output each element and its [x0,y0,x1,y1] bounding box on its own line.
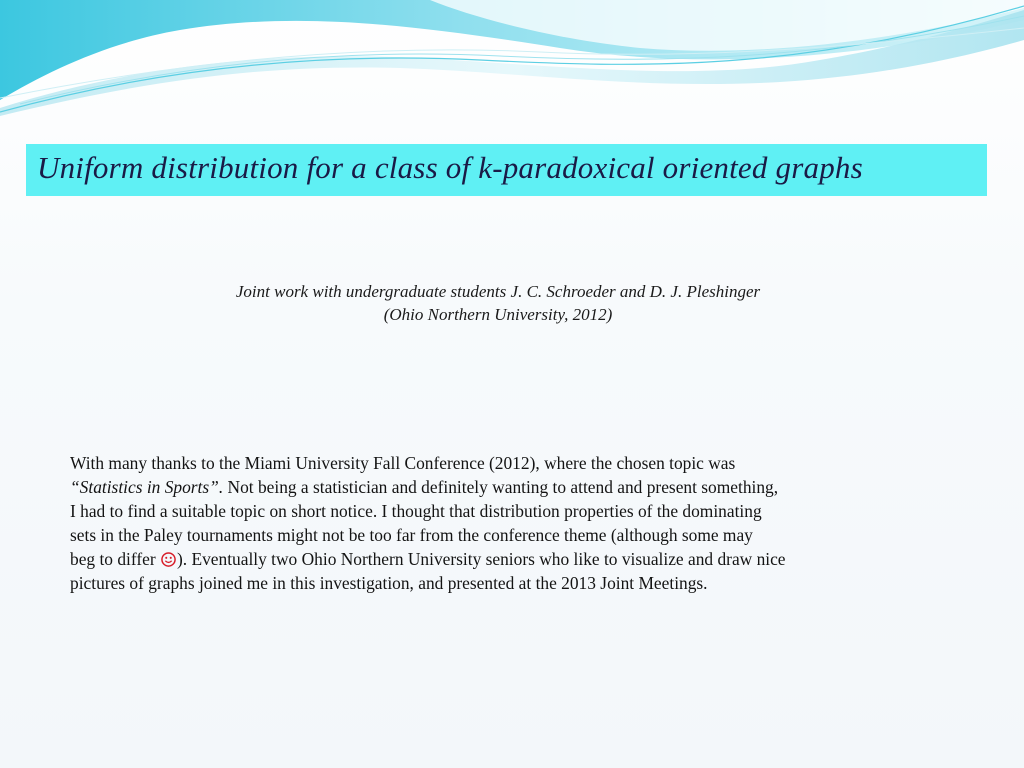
body-line-6: pictures of graphs joined me in this investigation, and presented at the 2013 Joint Meetings. [70,573,708,593]
subtitle-authors: Joint work with undergraduate students J. C. Schroeder and D. J. Pleshinger [235,282,761,301]
body-line-5 [70,547,950,571]
slide-title: Uniform distribution for a class of k-paradoxical oriented graphs [37,150,863,185]
body-paragraph [70,451,950,595]
body-line-3: I had to find a suitable topic on short notice. I thought that distribution properties of the dominating [70,501,762,521]
subtitle-block [0,280,996,326]
body-line-4: sets in the Paley tournaments might not be too far from the conference theme (although some may [70,525,753,545]
body-line-2 [70,475,950,499]
body-topic-italic: “Statistics in Sports”. [70,477,224,497]
title-banner [26,144,987,196]
subtitle-affiliation: (Ohio Northern University, 2012) [383,305,613,324]
body-line-5-start: beg to differ [70,549,160,569]
body-line-5-end: ). Eventually two Ohio Northern University seniors who like to visualize and draw nice [177,549,786,569]
body-line-2-rest: Not being a statistician and definitely wanting to attend and present something, [223,477,779,497]
smiley-face-icon [161,552,176,567]
body-line-1: With many thanks to the Miami University Fall Conference (2012), where the chosen topic was [70,453,736,473]
decorative-wave-header [0,0,1024,120]
